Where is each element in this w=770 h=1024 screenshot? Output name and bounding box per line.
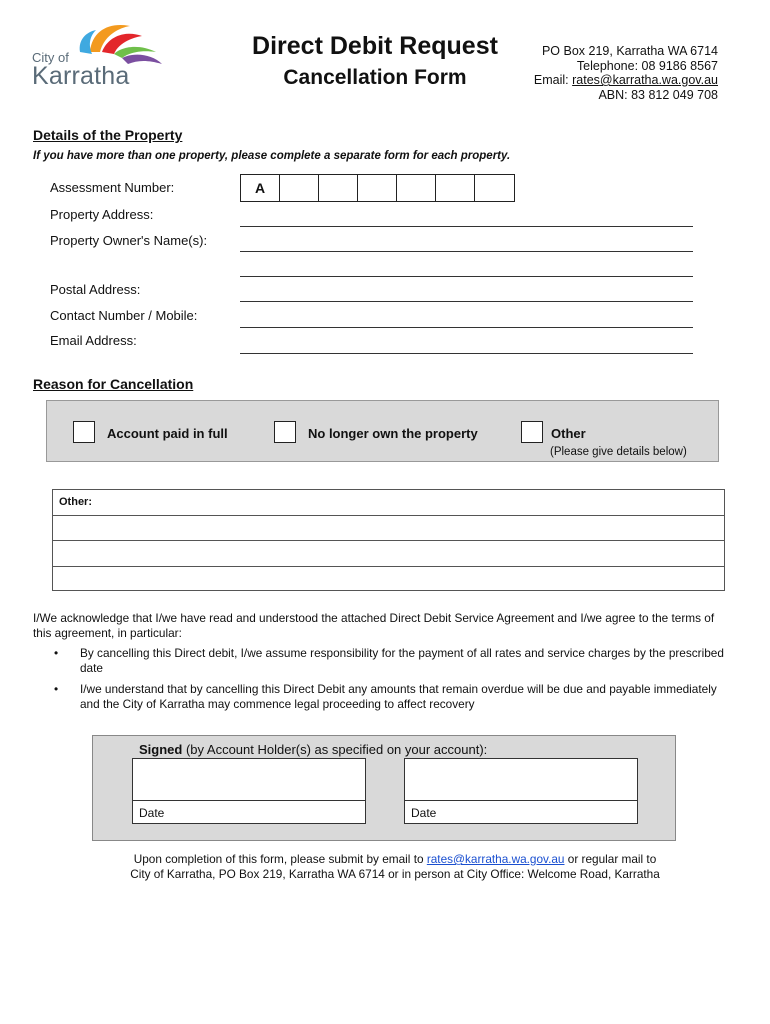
other-details-row[interactable] xyxy=(53,516,724,542)
reason-panel xyxy=(46,400,719,462)
other-details-row[interactable] xyxy=(53,541,724,567)
email-address-line[interactable] xyxy=(240,353,693,354)
date-field-1[interactable]: Date xyxy=(139,806,165,820)
owner-name-line-1[interactable] xyxy=(240,251,693,252)
other-option-label: Other xyxy=(551,426,586,441)
logo-line2: Karratha xyxy=(32,62,130,90)
signed-label: Signed xyxy=(139,742,183,757)
submission-instructions xyxy=(60,852,730,881)
acknowledgement-text: I/We acknowledge that I/we have read and understood the attached Direct Debit Service Agreement and I/we agree to the terms of this agreement, in particular: xyxy=(33,611,715,640)
property-instruction: If you have more than one property, please complete a separate form for each property. xyxy=(33,150,511,162)
assessment-box[interactable] xyxy=(397,175,436,201)
assessment-box[interactable] xyxy=(436,175,475,201)
bullet-text: I/we understand that by cancelling this Direct Debit any amounts that remain overdue will be due and payable immediately and the City of Karratha may commence legal proceeding to affect recovery xyxy=(80,682,717,711)
contact-email xyxy=(534,73,718,88)
other-details-row[interactable] xyxy=(53,490,724,516)
property-address-label: Property Address: xyxy=(50,207,154,222)
other-details-table xyxy=(52,489,725,591)
contact-telephone: Telephone: 08 9186 8567 xyxy=(576,58,718,73)
footer-email-link[interactable]: rates@karratha.wa.gov.au xyxy=(426,852,565,866)
property-section-heading: Details of the Property xyxy=(33,127,183,143)
city-logo xyxy=(30,18,170,90)
signature-area[interactable] xyxy=(133,759,365,801)
footer-text: Upon completion of this form, please submit by email to xyxy=(133,852,427,866)
other-checkbox[interactable] xyxy=(521,421,543,443)
owner-name-line-2[interactable] xyxy=(240,276,693,277)
email-address-label: Email Address: xyxy=(50,333,137,348)
other-details-label: Other: xyxy=(59,496,92,508)
email-link[interactable]: rates@karratha.wa.gov.au xyxy=(572,73,718,87)
list-item xyxy=(50,682,724,711)
owner-name-label: Property Owner's Name(s): xyxy=(50,233,208,248)
other-details-row[interactable] xyxy=(53,567,724,593)
email-prefix: Email: xyxy=(533,73,573,87)
footer-line-1 xyxy=(60,852,730,867)
logo-line1: City of xyxy=(32,50,69,65)
signature-box-2[interactable] xyxy=(404,758,638,824)
signature-panel xyxy=(92,735,676,841)
assessment-box[interactable] xyxy=(475,175,514,201)
list-item xyxy=(50,646,724,675)
date-field-2[interactable]: Date xyxy=(411,806,437,820)
assessment-box[interactable]: A xyxy=(241,175,280,201)
contact-block xyxy=(534,44,718,102)
contact-address: PO Box 219, Karratha WA 6714 xyxy=(541,44,718,58)
signed-description: (by Account Holder(s) as specified on your account): xyxy=(182,742,488,757)
property-address-line[interactable] xyxy=(240,226,693,227)
no-longer-own-label: No longer own the property xyxy=(308,426,478,441)
contact-number-line[interactable] xyxy=(240,327,693,328)
signature-area[interactable] xyxy=(405,759,637,801)
bullet-icon: • xyxy=(54,682,59,696)
postal-address-line[interactable] xyxy=(240,301,693,302)
footer-line-2: City of Karratha, PO Box 219, Karratha WA 6714 or in person at City Office: Welcome Road, Karratha xyxy=(130,866,660,881)
form-subtitle: Cancellation Form xyxy=(283,66,467,89)
reason-section-heading: Reason for Cancellation xyxy=(33,376,194,392)
postal-address-label: Postal Address: xyxy=(50,282,141,297)
no-longer-own-checkbox[interactable] xyxy=(274,421,296,443)
assessment-number-label: Assessment Number: xyxy=(50,180,175,195)
contact-number-label: Contact Number / Mobile: xyxy=(50,308,198,323)
bullet-icon: • xyxy=(54,646,59,660)
assessment-box[interactable] xyxy=(319,175,358,201)
signature-box-1[interactable] xyxy=(132,758,366,824)
acknowledgement-list xyxy=(50,646,724,718)
assessment-box[interactable] xyxy=(280,175,319,201)
footer-text: or regular mail to xyxy=(564,852,657,866)
bullet-text: By cancelling this Direct debit, I/we assume responsibility for the payment of all rates and service charges by the prescribed date xyxy=(80,646,724,675)
contact-abn: ABN: 83 812 049 708 xyxy=(598,87,718,102)
form-title: Direct Debit Request xyxy=(252,32,498,60)
assessment-number-field[interactable] xyxy=(240,174,515,202)
other-option-note: (Please give details below) xyxy=(550,446,687,458)
paid-in-full-label: Account paid in full xyxy=(107,426,228,441)
paid-in-full-checkbox[interactable] xyxy=(73,421,95,443)
signature-title xyxy=(139,742,487,757)
assessment-box[interactable] xyxy=(358,175,397,201)
